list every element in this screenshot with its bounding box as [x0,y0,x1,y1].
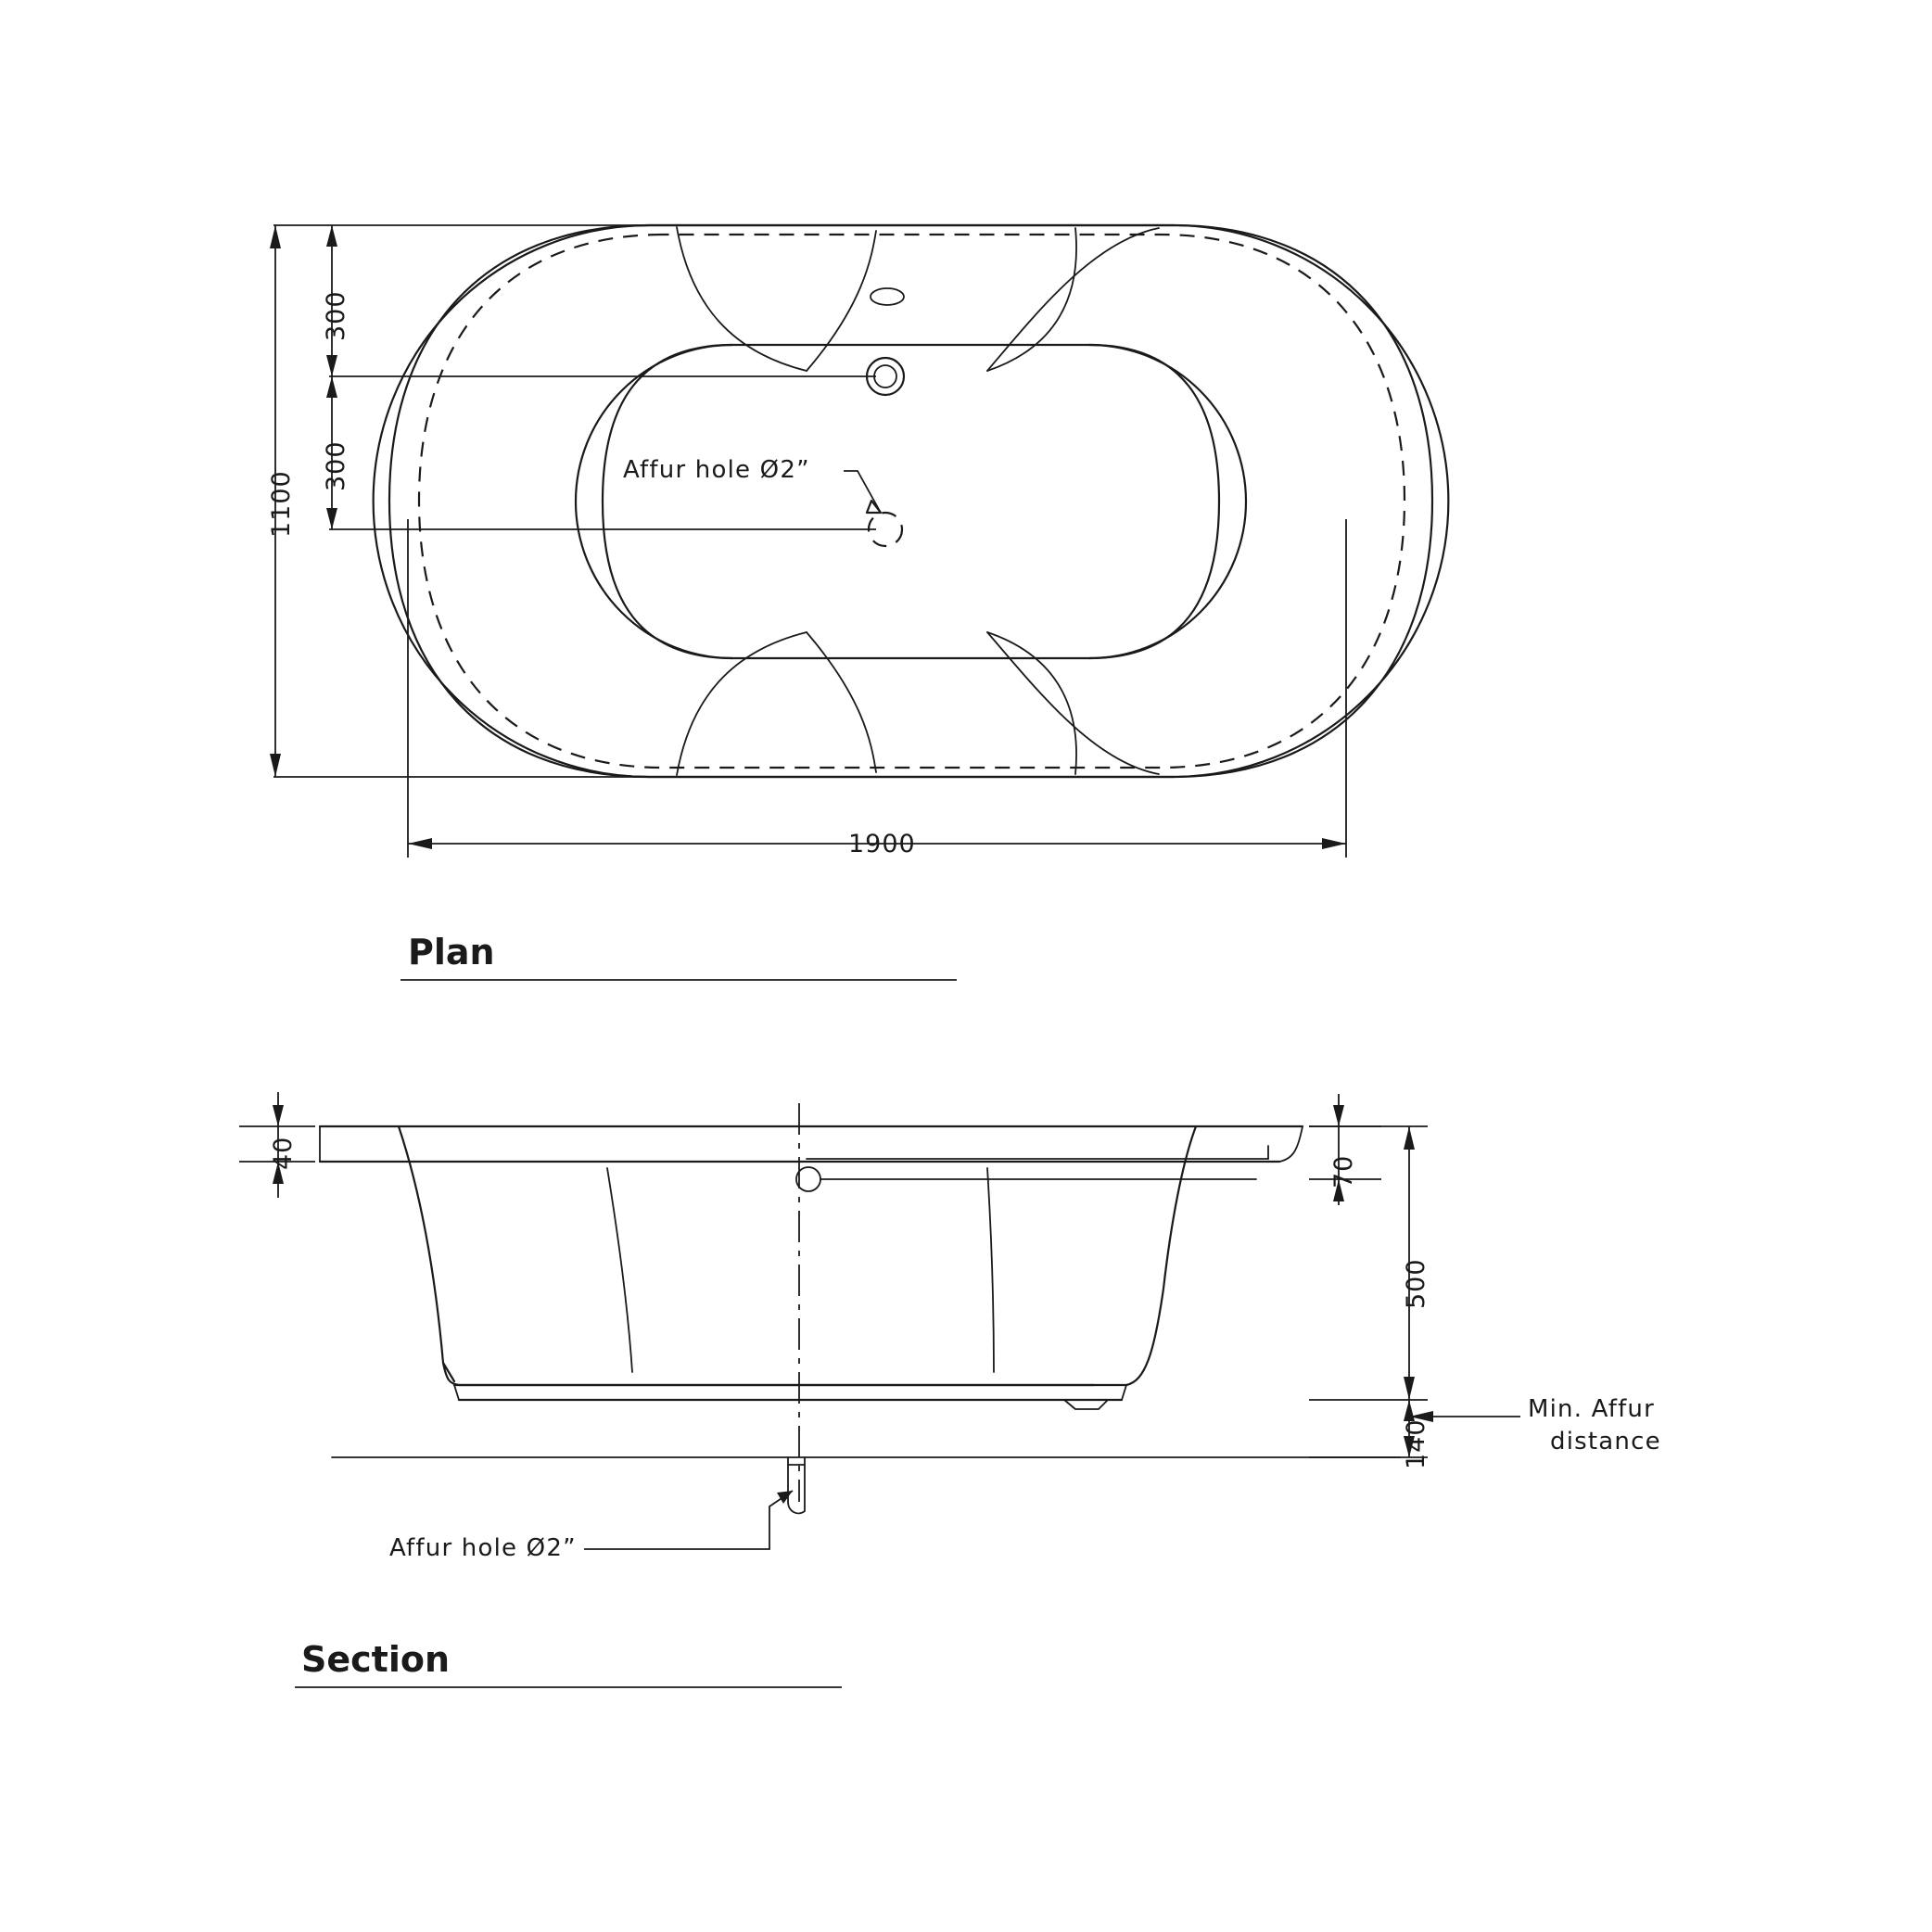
section-dim-500-arrow-top [1404,1126,1415,1150]
section-affur-leader [584,1491,793,1549]
section-min-affur-note-line2: distance [1550,1428,1661,1455]
plan-dim-1900-arrow-left [408,838,432,849]
section-view-geometry [239,1092,1520,1687]
section-base-left-tick [454,1385,459,1400]
plan-dim-300-upper-label: 300 [322,290,350,341]
section-right-wall [1126,1126,1196,1385]
plan-sweep-arc-top-right [987,228,1076,371]
section-dim-40-arrow-top [273,1105,284,1126]
plan-affur-hole-leader-arrow [867,501,881,513]
plan-affur-hole-note: Affur hole Ø2” [623,456,810,484]
plan-inner-basin-ends-right [1089,345,1219,658]
plan-inner-basin [576,345,1246,658]
section-rim-right-edge [1279,1126,1303,1162]
section-drain-circle [796,1167,820,1191]
section-min-affur-note-line1: Min. Affur [1528,1395,1655,1423]
section-affur-leader-arrow [777,1491,793,1504]
section-affur-pipe [788,1457,805,1513]
plan-drain-inner [874,365,896,388]
plan-hidden-outline-dashed [419,235,1405,768]
section-left-wall-inner [443,1363,1094,1385]
plan-sweep-arc-top-left-2 [807,231,876,371]
plan-dim-1100-label: 1100 [267,470,296,538]
section-dim-70-label: 70 [1329,1154,1358,1188]
section-left-wall [399,1126,454,1381]
plan-dim-300-upper-arrow-top [326,225,337,247]
plan-dim-300-upper-arrow-bot [326,355,337,376]
section-dim-70-arrow-top [1333,1105,1344,1126]
plan-outer-rim [374,225,1449,777]
plan-dim-300-lower-arrow-top [326,376,337,398]
plan-sweep-arc-bottom-left-2 [807,632,876,772]
plan-dim-1900-label: 1900 [848,830,916,858]
plan-outer-ellipse [389,225,1432,777]
section-base-right-tick [1122,1385,1126,1400]
plan-sweep-arc-bottom-right [987,632,1076,774]
plan-dim-1900-arrow-right [1322,838,1346,849]
section-contour-right [987,1168,994,1372]
section-base-notch [1064,1400,1108,1409]
section-dim-500-arrow-bot [1404,1377,1415,1400]
section-dim-40-label: 40 [269,1136,298,1170]
section-contour-left [607,1168,632,1372]
plan-inner-basin-ends [603,345,732,658]
plan-dim-1100-arrow-bottom [270,754,281,777]
section-dim-500-label: 500 [1402,1258,1430,1309]
section-view-title: Section [301,1639,451,1680]
plan-view-geometry [270,225,1448,980]
section-affur-hole-note: Affur hole Ø2” [389,1534,577,1562]
plan-overflow-slot [871,288,904,305]
plan-dim-300-lower-arrow-bot [326,508,337,529]
plan-view-title: Plan [408,932,495,972]
plan-dim-1100-arrow-top [270,225,281,248]
plan-dim-300-lower-label: 300 [322,440,350,491]
section-dim-140-label: 140 [1402,1418,1430,1469]
